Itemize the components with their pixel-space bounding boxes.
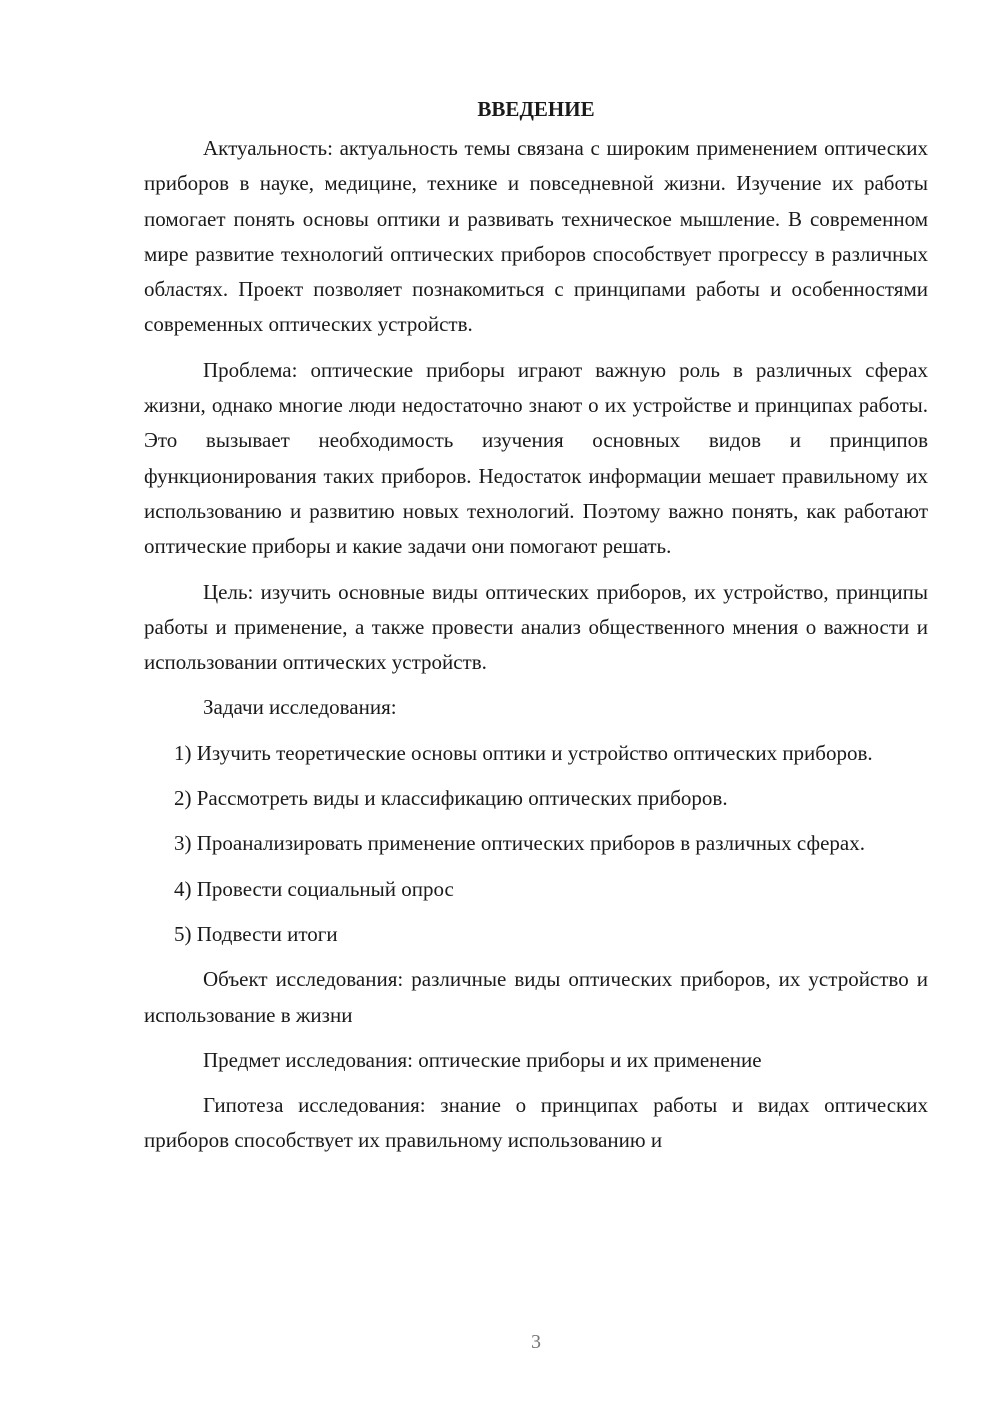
paragraph-object: Объект исследования: различные виды оптических приборов, их устройство и использование в жизни — [144, 967, 928, 1027]
task-item-3: 3) Проанализировать применение оптических приборов в различных сферах. — [174, 831, 865, 856]
task-item-2: 2) Рассмотреть виды и классификацию оптических приборов. — [174, 786, 728, 811]
paragraph-goal: Цель: изучить основные виды оптических приборов, их устройство, принципы работы и применение, а также провести анализ общественного мнения о важности и использовании оптических устройств. — [144, 579, 928, 675]
paragraph-hypothesis: Гипотеза исследования: знание о принципах работы и видах оптических приборов способствует их правильному использованию и — [144, 1093, 928, 1153]
page-number: 3 — [531, 1331, 541, 1353]
tasks-heading: Задачи исследования: — [203, 695, 397, 720]
section-title: ВВЕДЕНИЕ — [477, 97, 595, 121]
task-item-1: 1) Изучить теоретические основы оптики и устройство оптических приборов. — [174, 740, 873, 765]
paragraph-problem: Проблема: оптические приборы играют важную роль в различных сферах жизни, однако многие люди недостаточно знают о их устройстве и принципах работы. Это вызывает необходимость изучения основных видов и принципов функционирования таких приборов. Недостаток информации мешает правильному их использованию и развитию новых технологий. Поэтому важно понять, как работают оптические приборы и какие задачи они помогают решать. — [144, 357, 928, 559]
task-item-4: 4) Провести социальный опрос — [174, 876, 454, 901]
document-page — [144, 92, 928, 1169]
paragraph-relevance: Актуальность: актуальность темы связана с широким применением оптических приборов в науке, медицине, технике и повседневной жизни. Изучение их работы помогает понять основы оптики и развивать техническое мышление. В современном мире развитие технологий оптических приборов способствует прогрессу в различных областях. Проект позволяет познакомиться с принципами работы и особенностями современных оптических устройств. — [144, 136, 928, 337]
task-item-5: 5) Подвести итоги — [174, 921, 338, 946]
paragraph-subject: Предмет исследования: оптические приборы и их применение — [203, 1047, 762, 1072]
